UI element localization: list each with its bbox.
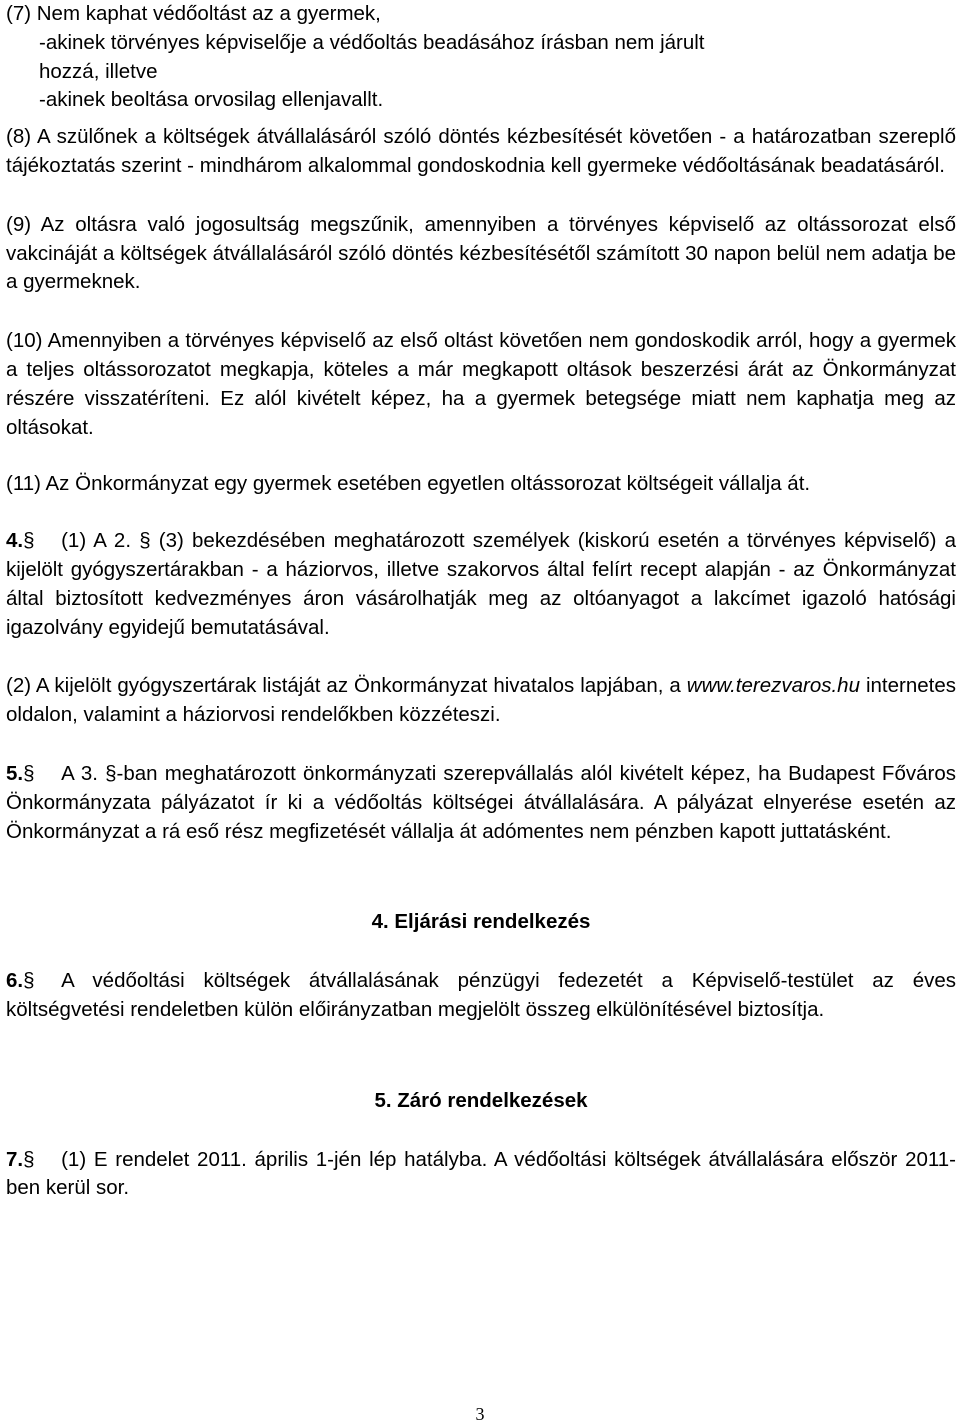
dash-marker: - xyxy=(39,88,46,112)
paragraph-7-item-2 xyxy=(6,86,956,115)
page-number: 3 xyxy=(475,1404,485,1424)
section-4-paragraph-1 xyxy=(6,527,956,642)
section-6-text: A védőoltási költségek átvállalásának pénzügyi fedezetét a Képviselő-testület az éves költségvetési rendeletben külön előirányzatban megjelölt összeg elkülönítésével biztosítja. xyxy=(6,969,956,1021)
paragraph-7-item-1-cont: hozzá, illetve xyxy=(39,59,158,83)
dash-marker: - xyxy=(39,30,46,54)
section-sign: § xyxy=(23,1147,35,1171)
section-4-paragraph-2 xyxy=(6,672,956,730)
section-4-text: (1) A 2. § (3) bekezdésében meghatározott személyek (kiskorú esetén a törvényes képviselő) a kijelölt gyógyszertárakban - a háziorvos, illetve szakorvos által felírt recept alapján - az Önkormányzat által biztosított kedvezményes áron vásárolhatják meg az oltóanyagot a lakcímet igazoló hatósági igazolvány egyidejű bemutatásával. xyxy=(6,529,956,639)
section-7-paragraph xyxy=(6,1146,956,1204)
paragraph-10: (10) Amennyiben a törvényes képviselő az első oltást követően nem gondoskodik arról, hogy a gyermek a teljes oltássorozatot megkapja, köteles a már megkapott oltások beszerzési árát az Önkormányzat részére visszatéríteni. Ez alól kivételt képez, ha a gyermek betegsége miatt nem kaphatja meg az oltásokat. xyxy=(6,329,956,439)
paragraph-7-item-1-text: akinek törvényes képviselője a védőoltás beadásához írásban nem járult xyxy=(45,30,705,54)
section-5-text: A 3. §-ban meghatározott önkormányzati szerepvállalás alól kivételt képez, ha Budapest Főváros Önkormányzata pályázatot ír ki a védőoltás költségei átvállalására. A pályázat elnyerése esetén az Önkormányzat a rá eső rész megfizetését vállalja át adómentes nem pénzben kapott juttatásként. xyxy=(6,761,956,843)
section-6-paragraph xyxy=(6,967,956,1025)
paragraph-7-item-2-text: akinek beoltása orvosilag ellenjavallt. xyxy=(45,88,384,112)
paragraph-7-item-1 xyxy=(6,29,956,58)
paragraph-11: (11) Az Önkormányzat egy gyermek esetében egyetlen oltássorozat költségeit vállalja át. xyxy=(6,472,811,496)
section-4-2-before: (2) A kijelölt gyógyszertárak listáját az Önkormányzat hivatalos lapjában, a xyxy=(6,674,687,698)
section-4-2-after: internetes oldalon, valamint a háziorvosi rendelőkben közzéteszi. xyxy=(6,674,956,727)
section-sign: § xyxy=(23,761,35,785)
section-5-paragraph xyxy=(6,760,956,846)
section-4-number: 4. xyxy=(6,529,24,553)
paragraph-8: (8) A szülőnek a költségek átvállalásáról szóló döntés kézbesítését követően - a határozatban szereplő tájékoztatás szerint - mindhárom alkalommal gondoskodnia kell gyermeke védőoltásának beadatásáról. xyxy=(6,125,956,177)
section-7-text: (1) E rendelet 2011. április 1-jén lép hatályba. A védőoltási költségek átvállalására először 2011-ben kerül sor. xyxy=(6,1147,956,1200)
heading-zaro-rendelkezesek: 5. Záró rendelkezések xyxy=(374,1088,588,1112)
section-7-number: 7. xyxy=(6,1147,24,1171)
section-6-number: 6. xyxy=(6,969,24,993)
section-sign: § xyxy=(23,969,35,993)
section-5-number: 5. xyxy=(6,761,24,785)
paragraph-7-intro: (7) Nem kaphat védőoltást az a gyermek, xyxy=(6,2,381,25)
website-link[interactable]: www.terezvaros.hu xyxy=(686,674,860,698)
heading-eljarasi-rendelkezes: 4. Eljárási rendelkezés xyxy=(371,910,591,934)
document-page xyxy=(6,0,956,1203)
section-sign: § xyxy=(23,529,35,553)
paragraph-9: (9) Az oltásra való jogosultság megszűnik, amennyiben a törvényes képviselő az oltássorozat első vakcináját a költségek átvállalásáról szóló döntés kézbesítésétől számított 30 napon belül nem adatja be a gyermeknek. xyxy=(6,212,956,294)
